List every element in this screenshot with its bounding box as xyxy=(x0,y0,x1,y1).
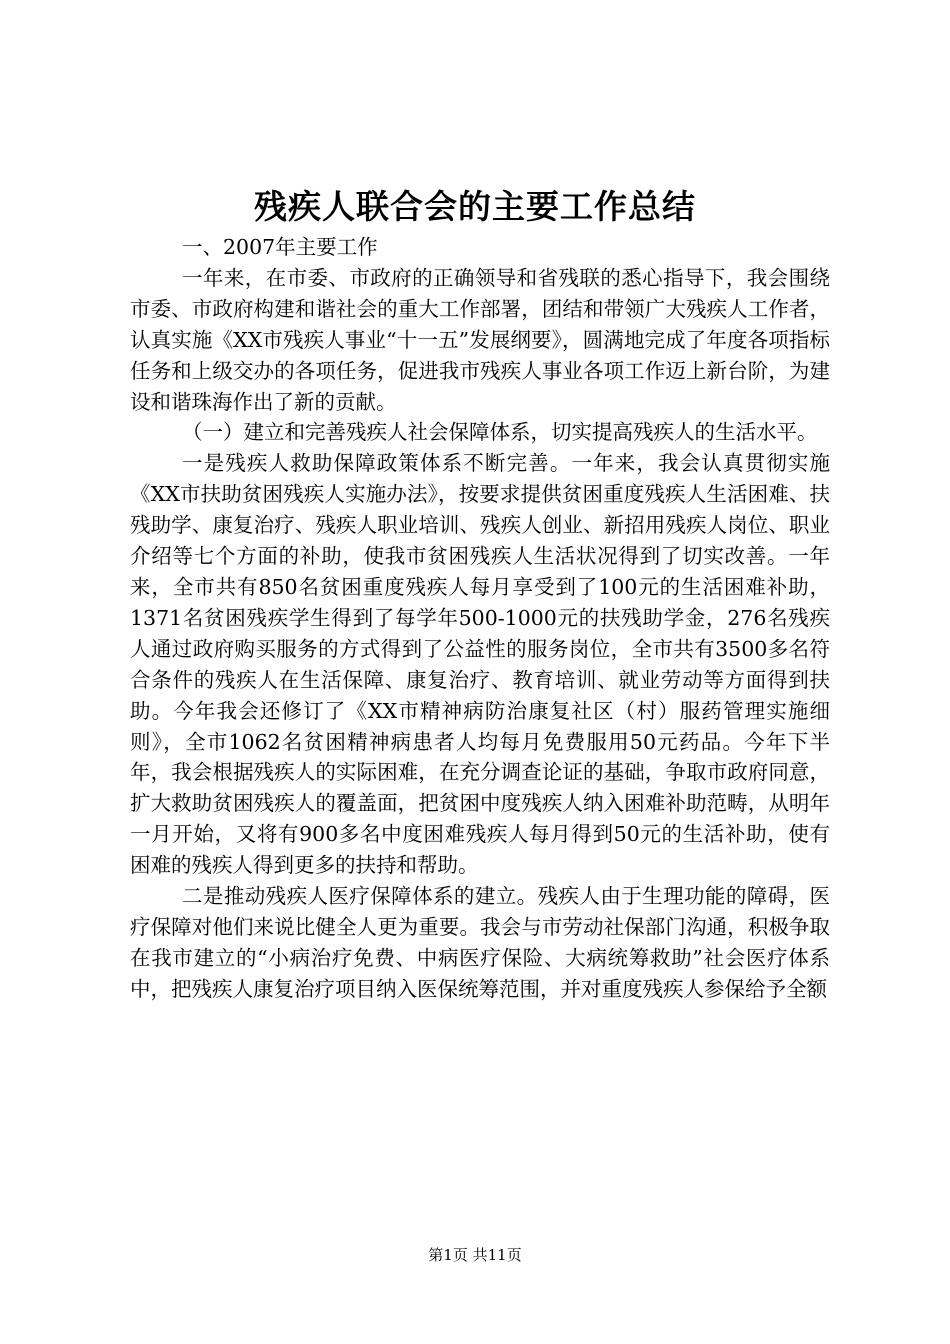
paragraph: 一年来，在市委、市政府的正确领导和省残联的悉心指导下，我会围绕市委、市政府构建和谐社会的重大工作部署，团结和带领广大残疾人工作者，认真实施《XX市残疾人事业“十一五”发展纲要》，圆满地完成了年度各项指标任务和上级交办的各项任务，促进我市残疾人事业各项工作迈上新台阶，为建设和谐珠海作出了新的贡献。 xyxy=(130,265,830,414)
page-number-footer: 第1页 共11页 xyxy=(428,1246,522,1264)
paragraph: 二是推动残疾人医疗保障体系的建立。残疾人由于生理功能的障碍，医疗保障对他们来说比健全人更为重要。我会与市劳动社保部门沟通，积极争取在我市建立的“小病治疗免费、中病医疗保险、大病统筹救助”社会医疗体系中，把残疾人康复治疗项目纳入医保统筹范围，并对重度残疾人参保给予全额 xyxy=(130,884,830,1001)
paragraph: 一是残疾人救助保障政策体系不断完善。一年来，我会认真贯彻实施《XX市扶助贫困残疾人实施办法》，按要求提供贫困重度残疾人生活困难、扶残助学、康复治疗、残疾人职业培训、残疾人创业、新招用残疾人岗位、职业介绍等七个方面的补助，使我市贫困残疾人生活状况得到了切实改善。一年来，全市共有850名贫困重度残疾人每月享受到了100元的生活困难补助，1371名贫困残疾学生得到了每学年500-1000元的扶残助学金，276名残疾人通过政府购买服务的方式得到了公益性的服务岗位，全市共有3500多名符合条件的残疾人在生活保障、康复治疗、教育培训、就业劳动等方面得到扶助。今年我会还修订了《XX市精神病防治康复社区（村）服药管理实施细则》，全市1062名贫困精神病患者人均每月免费服用50元药品。今年下半年，我会根据残疾人的实际困难，在充分调查论证的基础，争取市政府同意，扩大救助贫困残疾人的覆盖面，把贫困中度残疾人纳入困难补助范畴，从明年一月开始，又将有900多名中度困难残疾人每月得到50元的生活补助，使有困难的残疾人得到更多的扶持和帮助。 xyxy=(130,451,830,878)
document-title: 残疾人联合会的主要工作总结 xyxy=(254,187,696,226)
section-heading: 一、2007年主要工作 xyxy=(182,235,378,259)
subsection-heading: （一）建立和完善残疾人社会保障体系，切实提高残疾人的生活水平。 xyxy=(182,420,818,445)
document-body xyxy=(130,232,830,1005)
